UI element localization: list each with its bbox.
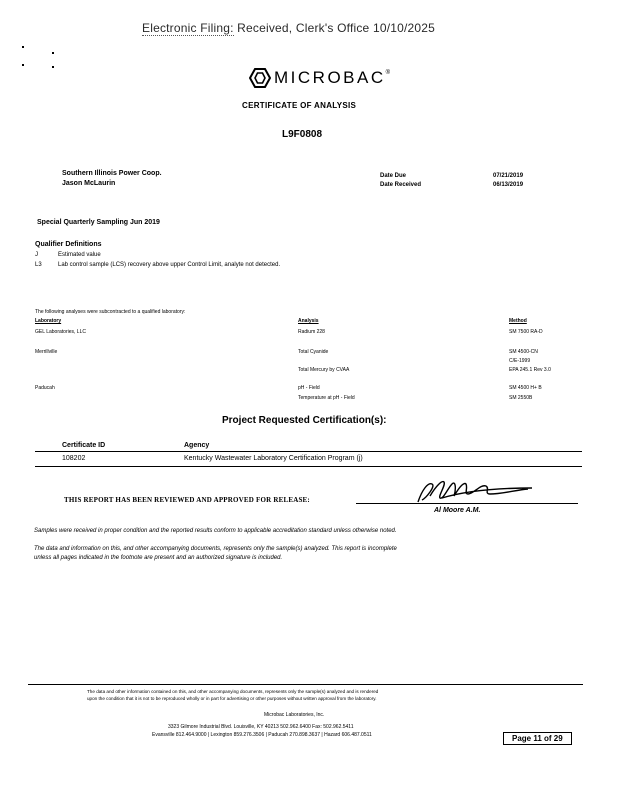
lab-header: Laboratory — [35, 318, 62, 324]
certification-table-bottom-rule — [35, 466, 582, 467]
method-cell: SM 4500 H+ B — [509, 385, 542, 391]
lab-cell: GEL Laboratories, LLC — [35, 329, 86, 335]
certification-title: Project Requested Certification(s): — [222, 415, 387, 426]
lab-cell: Merrillville — [35, 349, 58, 355]
filing-stamp: Electronic Filing: Received, Clerk's Office 10/10/2025 — [142, 21, 436, 35]
subcontract-intro: The following analyses were subcontracted to a qualified laboratory: — [35, 309, 186, 315]
analysis-cell: Total Mercury by CVAA — [298, 367, 350, 373]
footer-rule — [28, 684, 583, 685]
lab-cell: Paducah — [35, 385, 55, 391]
analysis-header: Analysis — [298, 318, 319, 324]
client-name: Southern Illinois Power Coop. — [62, 170, 162, 177]
certificate-id-cell: 108202 — [62, 455, 86, 462]
analysis-cell: pH - Field — [298, 385, 320, 391]
approval-statement: THIS REPORT HAS BEEN REVIEWED AND APPROVED FOR RELEASE: — [64, 496, 310, 504]
note-text: The data and information on this, and other accompanying documents, represents only the sample(s) analyzed. This report is incomplete — [34, 546, 397, 552]
footer-disclaimer: upon the condition that it is not to be reproduced wholly or in part for advertising or other purposes without written approval from the laboratory. — [87, 696, 377, 701]
scan-speck — [52, 66, 54, 68]
date-due-label: Date Due — [380, 173, 407, 179]
certificate-title: CERTIFICATE OF ANALYSIS — [242, 101, 357, 110]
qualifier-title: Qualifier Definitions — [35, 241, 102, 248]
footer-address: 3323 Gilmore Industrial Blvd. Louisville, KY 40213 502.962.6400 Fax: 502.962.5411 — [168, 724, 354, 730]
logo-registered-mark: ® — [385, 70, 391, 76]
method-cell: SM 2550B — [509, 395, 533, 401]
footer-company: Microbac Laboratories, Inc. — [264, 712, 325, 718]
analysis-cell: Total Cyanide — [298, 349, 329, 355]
analysis-cell: Temperature at pH - Field — [298, 395, 355, 401]
signature-line — [356, 503, 578, 504]
method-cell: EPA 245.1 Rev 3.0 — [509, 367, 551, 373]
page-number: Page 11 of 29 — [503, 732, 572, 745]
stamp-underline — [142, 35, 234, 36]
qualifier-code: J — [35, 252, 38, 258]
project-name: Special Quarterly Sampling Jun 2019 — [37, 219, 160, 226]
method-cell: SM 4500-CN — [509, 349, 538, 355]
scan-speck — [22, 64, 24, 66]
footer-branches: Evansville 812.464.9000 | Lexington 859.276.3506 | Paducah 270.898.3637 | Hazard 606.487.0511 — [152, 732, 372, 738]
microbac-logo — [249, 68, 390, 88]
handwritten-signature — [412, 476, 542, 506]
date-received-label: Date Received — [380, 182, 422, 188]
qualifier-text: Lab control sample (LCS) recovery above upper Control Limit, analyte not detected. — [58, 262, 281, 268]
note-text: Samples were received in proper condition and the reported results conform to applicable accreditation standard unless otherwise noted. — [34, 528, 397, 534]
client-contact: Jason McLaurin — [62, 180, 116, 187]
note-text: unless all pages indicated in the footnote are present and an authorized signature is included. — [34, 555, 283, 561]
analysis-cell: Radium 228 — [298, 329, 325, 335]
method-cell: C/E-1999 — [509, 358, 531, 364]
qualifier-code: L3 — [35, 262, 42, 268]
agency-header: Agency — [184, 442, 210, 449]
method-header: Method — [509, 318, 527, 324]
report-id: L9F0808 — [282, 129, 323, 140]
method-cell: SM 7500 RA-D — [509, 329, 543, 335]
scan-speck — [22, 46, 24, 48]
footer-disclaimer: The data and other information contained on this, and other accompanying documents, represents only the sample(s) analyzed and is rendered — [87, 689, 379, 694]
microbac-hexagon-icon — [249, 68, 271, 88]
scan-speck — [52, 52, 54, 54]
agency-cell: Kentucky Wastewater Laboratory Certification Program (j) — [184, 455, 363, 462]
certification-table-rule — [35, 451, 582, 452]
certificate-id-header: Certificate ID — [62, 442, 106, 449]
date-received-value: 06/13/2019 — [493, 182, 524, 188]
logo-text: MICROBAC — [274, 68, 386, 87]
qualifier-text: Estimated value — [58, 252, 101, 258]
signer-name: Al Moore A.M. — [434, 507, 481, 514]
date-due-value: 07/21/2019 — [493, 173, 524, 179]
